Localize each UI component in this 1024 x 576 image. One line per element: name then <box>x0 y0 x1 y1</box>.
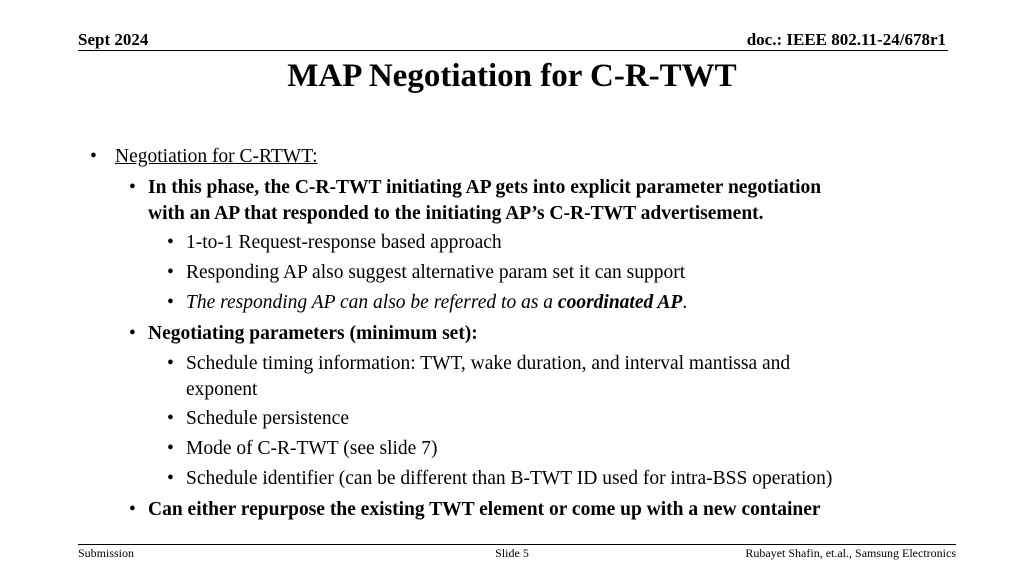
last-point-text: Can either repurpose the existing TWT element or come up with a new container <box>148 499 821 520</box>
param-timing-line1: Schedule timing information: TWT, wake duration, and interval mantissa and <box>186 353 791 374</box>
header-doc-id: doc.: IEEE 802.11-24/678r1 <box>746 30 946 49</box>
param-identifier: Schedule identifier (can be different than B-TWT ID used for intra-BSS operation) <box>186 468 833 489</box>
bullet-l3: • <box>167 232 174 253</box>
phase-text-line2: with an AP that responded to the initiating AP’s C-R-TWT advertisement. <box>148 203 764 224</box>
param-timing-line2: exponent <box>186 379 258 400</box>
param-mode: Mode of C-R-TWT (see slide 7) <box>186 438 438 459</box>
sub-request-response: 1-to-1 Request-response based approach <box>186 232 502 253</box>
bullet-l3: • <box>167 408 174 429</box>
header-divider <box>78 50 948 51</box>
param-persistence: Schedule persistence <box>186 408 349 429</box>
footer-divider <box>78 544 956 545</box>
phase-text-line1: In this phase, the C-R-TWT initiating AP gets into explicit parameter negotiation <box>148 177 822 198</box>
coordinated-ap-prefix: The responding AP can also be referred to as a <box>186 292 558 313</box>
bullet-l2: • <box>129 499 136 520</box>
bullet-l3: • <box>167 438 174 459</box>
header-date: Sept 2024 <box>78 30 149 49</box>
slide-title: MAP Negotiation for C-R-TWT <box>287 58 737 94</box>
bullet-l1: • <box>90 146 97 167</box>
bullet-l2: • <box>129 323 136 344</box>
bullet-l3: • <box>167 262 174 283</box>
sub-coordinated-ap <box>186 290 687 316</box>
heading-negotiation: Negotiation for C-RTWT: <box>115 146 318 167</box>
bullet-l3: • <box>167 468 174 489</box>
bullet-l2: • <box>129 177 136 198</box>
bullet-l3: • <box>167 353 174 374</box>
sub-alternative-param: Responding AP also suggest alternative param set it can support <box>186 262 686 283</box>
footer-slide-number: Slide 5 <box>495 546 529 560</box>
bullet-l3: • <box>167 292 174 313</box>
footer-submission: Submission <box>78 546 135 560</box>
footer-authors: Rubayet Shafin, et.al., Samsung Electronics <box>745 546 956 560</box>
heading-negotiating-params: Negotiating parameters (minimum set): <box>148 323 478 344</box>
coordinated-ap-suffix: . <box>682 292 688 313</box>
coordinated-ap-term: coordinated AP <box>557 292 683 313</box>
